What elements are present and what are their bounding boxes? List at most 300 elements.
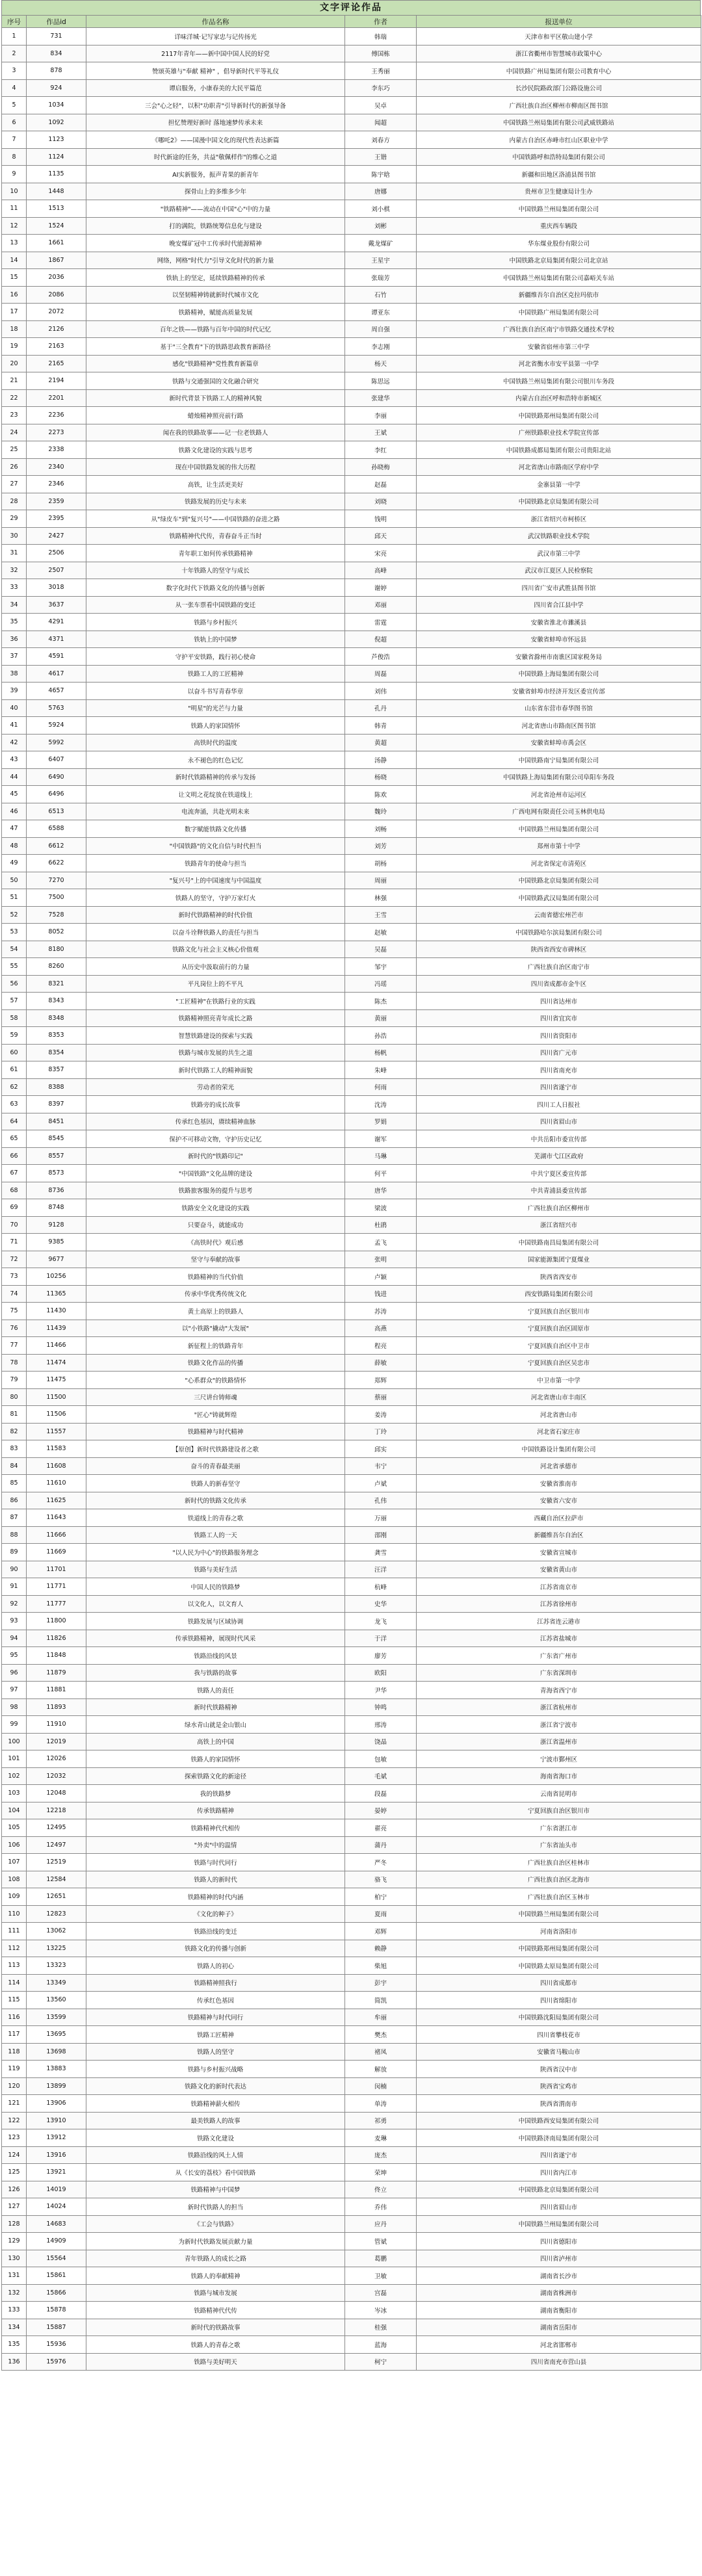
cell-work-id: 11583 <box>27 1440 86 1458</box>
col-header-unit: 报送单位 <box>417 16 701 28</box>
cell-author: 李丽 <box>345 407 417 424</box>
cell-author: 柯宁 <box>345 2353 417 2371</box>
table-row <box>2 1320 701 1337</box>
cell-unit: 安徽省马鞍山市 <box>417 2043 701 2061</box>
cell-work-name: 打的满院，铁路统筹信息化与建设 <box>86 217 345 235</box>
cell-index: 4 <box>2 79 27 97</box>
cell-unit: 华东煤业股份有限公司 <box>417 235 701 252</box>
cell-work-name: 为新时代铁路发展贡献力量 <box>86 2233 345 2250</box>
table-row <box>2 1147 701 1165</box>
cell-author: 邱天 <box>345 527 417 545</box>
cell-unit: 四川省攀枝花市 <box>417 2026 701 2044</box>
table-row <box>2 872 701 889</box>
cell-author: 薛敏 <box>345 1354 417 1372</box>
cell-index: 10 <box>2 183 27 200</box>
cell-index: 21 <box>2 372 27 390</box>
cell-unit: 武汉市江夏区人民检察院 <box>417 562 701 579</box>
cell-work-name: "心系群众"的铁路情怀 <box>86 1372 345 1389</box>
cell-author: 于洋 <box>345 1630 417 1647</box>
cell-unit: 四川省眉山市 <box>417 1113 701 1130</box>
cell-unit: 陕西省汉中市 <box>417 2061 701 2078</box>
cell-work-id: 13349 <box>27 1974 86 1992</box>
cell-author: 杜鹃 <box>345 1216 417 1234</box>
cell-work-name: 传承红色基因，赓续精神血脉 <box>86 1113 345 1130</box>
cell-author: 谭亚东 <box>345 304 417 321</box>
cell-work-id: 11557 <box>27 1423 86 1440</box>
cell-unit: 四川省成都市 <box>417 1974 701 1992</box>
cell-work-id: 2273 <box>27 424 86 441</box>
cell-unit: 安徽省蚌埠市经济开发区委宣传部 <box>417 683 701 700</box>
cell-unit: 四川省广元市 <box>417 1044 701 1061</box>
cell-author: 祁勇 <box>345 2112 417 2129</box>
cell-author: 饶晶 <box>345 1733 417 1750</box>
cell-unit: 长沙民院路政部门公路设施公司 <box>417 79 701 97</box>
table-row <box>2 1526 701 1544</box>
table-row <box>2 2077 701 2095</box>
cell-work-name: 《文化的种子》 <box>86 1905 345 1923</box>
cell-unit: 中国铁路广州局集团有限公司 <box>417 304 701 321</box>
cell-work-id: 10256 <box>27 1268 86 1286</box>
cell-index: 120 <box>2 2077 27 2095</box>
cell-unit: 广西壮族自治区桂林市 <box>417 1854 701 1871</box>
cell-index: 50 <box>2 872 27 889</box>
cell-unit: 河北省唐山市丰南区 <box>417 1388 701 1406</box>
cell-unit: 四川省泸州市 <box>417 2250 701 2267</box>
cell-work-name: 以奋斗书写青春华章 <box>86 683 345 700</box>
cell-work-id: 11879 <box>27 1664 86 1682</box>
cell-author: 欧阳 <box>345 1664 417 1682</box>
cell-work-id: 11439 <box>27 1320 86 1337</box>
cell-work-id: 11666 <box>27 1526 86 1544</box>
cell-index: 40 <box>2 699 27 717</box>
cell-index: 19 <box>2 338 27 356</box>
cell-author: 庞杰 <box>345 2146 417 2164</box>
cell-work-id: 8260 <box>27 958 86 976</box>
table-row <box>2 906 701 924</box>
cell-unit: 四川省遂宁市 <box>417 2146 701 2164</box>
cell-index: 106 <box>2 1836 27 1854</box>
col-header-index: 序号 <box>2 16 27 28</box>
cell-index: 15 <box>2 269 27 287</box>
cell-author: 唐华 <box>345 1182 417 1199</box>
cell-author: 张瑞芳 <box>345 269 417 287</box>
cell-work-id: 6612 <box>27 837 86 855</box>
cell-work-name: 铁路精神代代传 <box>86 2302 345 2319</box>
cell-index: 16 <box>2 286 27 304</box>
cell-work-name: 《工会与铁路》 <box>86 2215 345 2233</box>
cell-author: 蔡丽 <box>345 1388 417 1406</box>
cell-index: 58 <box>2 1009 27 1027</box>
cell-author: 赖静 <box>345 1940 417 1957</box>
cell-work-id: 11669 <box>27 1544 86 1561</box>
table-row <box>2 2198 701 2216</box>
cell-work-id: 924 <box>27 79 86 97</box>
cell-work-id: 12497 <box>27 1836 86 1854</box>
cell-index: 72 <box>2 1251 27 1268</box>
cell-unit: 中卫市第一中学 <box>417 1372 701 1389</box>
cell-unit: 广西壮族自治区柳州市 <box>417 1199 701 1217</box>
table-row <box>2 803 701 820</box>
cell-author: 孙浩 <box>345 1027 417 1045</box>
cell-work-id: 11608 <box>27 1457 86 1475</box>
cell-author: 倪超 <box>345 631 417 648</box>
cell-author: 夏雨 <box>345 1905 417 1923</box>
cell-unit: 武汉铁路职业技术学院 <box>417 527 701 545</box>
table-row <box>2 407 701 424</box>
cell-unit: 河北省邯郸市 <box>417 2336 701 2354</box>
cell-work-id: 13921 <box>27 2164 86 2181</box>
table-row <box>2 1819 701 1837</box>
cell-unit: 宁夏回族自治区银川市 <box>417 1802 701 1819</box>
cell-author: 谢军 <box>345 1130 417 1148</box>
cell-work-id: 7270 <box>27 872 86 889</box>
cell-work-id: 15936 <box>27 2336 86 2354</box>
cell-work-id: 14683 <box>27 2215 86 2233</box>
cell-work-name: 探索铁路文化的新途径 <box>86 1767 345 1785</box>
cell-author: 翟亮 <box>345 1819 417 1837</box>
cell-index: 26 <box>2 458 27 476</box>
cell-index: 62 <box>2 1078 27 1096</box>
cell-unit: 金寨县第一中学 <box>417 476 701 493</box>
cell-work-name: "中国铁路"文化品牌的建设 <box>86 1165 345 1182</box>
table-row <box>2 28 701 46</box>
cell-unit: 新疆维吾尔自治区 <box>417 1526 701 1544</box>
cell-work-id: 2338 <box>27 441 86 459</box>
table-row <box>2 837 701 855</box>
cell-author: 邱实 <box>345 1440 417 1458</box>
cell-author: 高燕 <box>345 1320 417 1337</box>
cell-index: 126 <box>2 2181 27 2198</box>
cell-unit: 河北省石家庄市 <box>417 1423 701 1440</box>
cell-index: 27 <box>2 476 27 493</box>
cell-work-name: 《高铁时代》观后感 <box>86 1234 345 1251</box>
cell-work-id: 12048 <box>27 1785 86 1802</box>
table-row <box>2 131 701 149</box>
table-row <box>2 441 701 459</box>
table-row <box>2 148 701 166</box>
cell-unit: 江苏省南京市 <box>417 1578 701 1596</box>
cell-work-id: 2346 <box>27 476 86 493</box>
cell-work-id: 13599 <box>27 2009 86 2026</box>
table-row <box>2 1285 701 1303</box>
cell-work-name: 现在中国铁路发展的伟大历程 <box>86 458 345 476</box>
cell-unit: 中国铁路北京局集团有限公司 <box>417 493 701 510</box>
table-row <box>2 389 701 407</box>
cell-work-id: 8357 <box>27 1061 86 1079</box>
cell-unit: 中国铁路南昌局集团有限公司 <box>417 1234 701 1251</box>
cell-unit: 宁波市鄞州区 <box>417 1750 701 1768</box>
table-row <box>2 2146 701 2164</box>
cell-author: 雷霆 <box>345 614 417 631</box>
table-row <box>2 1337 701 1355</box>
cell-work-id: 2359 <box>27 493 86 510</box>
table-row <box>2 614 701 631</box>
cell-work-name: 铁路与乡村振兴战略 <box>86 2061 345 2078</box>
cell-index: 8 <box>2 148 27 166</box>
cell-work-name: 铁路精神代代传，青春奋斗正当时 <box>86 527 345 545</box>
cell-index: 113 <box>2 1957 27 1975</box>
cell-work-id: 1123 <box>27 131 86 149</box>
table-row <box>2 304 701 321</box>
cell-index: 102 <box>2 1767 27 1785</box>
cell-index: 80 <box>2 1388 27 1406</box>
cell-unit: 武汉市第三中学 <box>417 545 701 562</box>
cell-unit: 国家能源集团宁夏煤业 <box>417 1251 701 1268</box>
cell-author: 解放 <box>345 2061 417 2078</box>
cell-index: 82 <box>2 1423 27 1440</box>
cell-index: 68 <box>2 1182 27 1199</box>
table-row <box>2 1113 701 1130</box>
table-row <box>2 1009 701 1027</box>
cell-author: 葛鹏 <box>345 2250 417 2267</box>
cell-index: 63 <box>2 1096 27 1113</box>
cell-work-id: 11625 <box>27 1492 86 1509</box>
cell-work-name: 铁路发展与区域协调 <box>86 1613 345 1630</box>
cell-author: 邓辉 <box>345 1923 417 1940</box>
table-row <box>2 1940 701 1957</box>
cell-work-name: 2117年青年——新中国中国人民的好党 <box>86 45 345 62</box>
cell-work-id: 2072 <box>27 304 86 321</box>
table-row <box>2 1492 701 1509</box>
cell-work-name: 劳动者的荣光 <box>86 1078 345 1096</box>
cell-unit: 云南省德宏州芒市 <box>417 906 701 924</box>
table-row <box>2 889 701 907</box>
cell-work-id: 11893 <box>27 1698 86 1716</box>
cell-work-name: 电流奔涌，共赴光明未来 <box>86 803 345 820</box>
table-row <box>2 1440 701 1458</box>
cell-work-id: 12495 <box>27 1819 86 1837</box>
cell-work-name: 坚守与奉献的故事 <box>86 1251 345 1268</box>
cell-index: 73 <box>2 1268 27 1286</box>
table-row <box>2 1251 701 1268</box>
cell-index: 31 <box>2 545 27 562</box>
cell-work-id: 2165 <box>27 355 86 372</box>
cell-author: 钱明 <box>345 510 417 528</box>
cell-work-id: 9128 <box>27 1216 86 1234</box>
cell-index: 39 <box>2 683 27 700</box>
cell-work-name: 传承中华优秀传统文化 <box>86 1285 345 1303</box>
table-row <box>2 1733 701 1750</box>
cell-index: 117 <box>2 2026 27 2044</box>
table-row <box>2 1423 701 1440</box>
table-row <box>2 1923 701 1940</box>
table-row <box>2 2061 701 2078</box>
table-row <box>2 855 701 872</box>
table-row <box>2 958 701 976</box>
cell-work-name: 铁路人的奉献精神 <box>86 2267 345 2285</box>
cell-work-name: 谭启服务，小康春美的大民平篇范 <box>86 79 345 97</box>
table-row <box>2 1078 701 1096</box>
cell-unit: 中国铁路太原局集团有限公司 <box>417 1957 701 1975</box>
cell-work-name: 三尺讲台铸师魂 <box>86 1388 345 1406</box>
cell-index: 54 <box>2 941 27 958</box>
cell-work-id: 2201 <box>27 389 86 407</box>
cell-work-id: 5924 <box>27 717 86 735</box>
cell-work-name: 三会"心之轻"，以积"功职青"引导新时代的新强导备 <box>86 97 345 114</box>
cell-index: 105 <box>2 1819 27 1837</box>
cell-unit: 中国铁路北京局集团有限公司 <box>417 2181 701 2198</box>
cell-work-name: 从"绿皮车"到"复兴号"——中国铁路的奋进之路 <box>86 510 345 528</box>
table-row <box>2 527 701 545</box>
cell-unit: 中国铁路上海局集团有限公司 <box>417 665 701 683</box>
cell-work-id: 13912 <box>27 2129 86 2147</box>
cell-work-id: 2236 <box>27 407 86 424</box>
cell-unit: 陕西省宝鸡市 <box>417 2077 701 2095</box>
cell-index: 83 <box>2 1440 27 1458</box>
cell-unit: 四川省内江市 <box>417 2164 701 2181</box>
table-row <box>2 2043 701 2061</box>
table-row <box>2 596 701 614</box>
cell-unit: 安徽省六安市 <box>417 1492 701 1509</box>
cell-unit: 青海省西宁市 <box>417 1682 701 1699</box>
table-row <box>2 1544 701 1561</box>
cell-work-name: 铁路人的家国情怀 <box>86 1750 345 1768</box>
cell-index: 86 <box>2 1492 27 1509</box>
cell-work-id: 1661 <box>27 235 86 252</box>
cell-index: 123 <box>2 2129 27 2147</box>
cell-author: 尹华 <box>345 1682 417 1699</box>
cell-work-id: 11506 <box>27 1406 86 1424</box>
cell-index: 129 <box>2 2233 27 2250</box>
cell-work-name: 铁路精神与时代同行 <box>86 2009 345 2026</box>
cell-unit: 四川省眉山市 <box>417 2198 701 2216</box>
cell-author: 麦琳 <box>345 2129 417 2147</box>
cell-index: 88 <box>2 1526 27 1544</box>
cell-unit: 广西壮族自治区柳州市柳南区图书馆 <box>417 97 701 114</box>
cell-work-name: 铁路青年的使命与担当 <box>86 855 345 872</box>
header-row <box>2 16 701 28</box>
cell-unit: 中国铁路西安局集团有限公司 <box>417 2112 701 2129</box>
table-row <box>2 493 701 510</box>
cell-work-id: 1034 <box>27 97 86 114</box>
table-row <box>2 734 701 751</box>
cell-author: 柏宁 <box>345 1888 417 1906</box>
cell-work-id: 15887 <box>27 2319 86 2336</box>
cell-index: 115 <box>2 1992 27 2009</box>
table-row <box>2 1630 701 1647</box>
cell-index: 124 <box>2 2146 27 2164</box>
cell-unit: 江苏省连云港市 <box>417 1613 701 1630</box>
cell-work-name: 铁路人的新时代 <box>86 1871 345 1888</box>
cell-unit: 陕西省渭南市 <box>417 2095 701 2113</box>
cell-work-name: 铁路沿线的变迁 <box>86 1923 345 1940</box>
page-title: 文字评论作品 <box>1 0 701 15</box>
cell-work-name: 高铁上的中国 <box>86 1733 345 1750</box>
cell-author: 刘小棋 <box>345 200 417 218</box>
cell-unit: 中国铁路呼和浩特局集团有限公司 <box>417 148 701 166</box>
cell-work-id: 4657 <box>27 683 86 700</box>
cell-author: 张明 <box>345 1251 417 1268</box>
cell-index: 122 <box>2 2112 27 2129</box>
cell-work-id: 8545 <box>27 1130 86 1148</box>
cell-work-id: 1513 <box>27 200 86 218</box>
cell-work-name: 最美铁路人的故事 <box>86 2112 345 2129</box>
cell-author: 韩青 <box>345 717 417 735</box>
cell-work-id: 6407 <box>27 751 86 769</box>
cell-index: 36 <box>2 631 27 648</box>
cell-work-name: 智慧铁路建设的探索与实践 <box>86 1027 345 1045</box>
cell-work-id: 4591 <box>27 648 86 666</box>
cell-author: 陈欢 <box>345 786 417 803</box>
table-row <box>2 1802 701 1819</box>
cell-work-name: 从历史中汲取前行的力量 <box>86 958 345 976</box>
cell-index: 81 <box>2 1406 27 1424</box>
cell-unit: 中国铁路哈尔滨局集团有限公司 <box>417 924 701 941</box>
cell-work-name: 传承铁路精神，展现时代风采 <box>86 1630 345 1647</box>
cell-author: 褚凤 <box>345 2043 417 2061</box>
cell-author: 邢涛 <box>345 1716 417 1734</box>
cell-author: 吴卓 <box>345 97 417 114</box>
cell-work-name: 铁轨上的坚定，延续铁路精神的传承 <box>86 269 345 287</box>
table-row <box>2 786 701 803</box>
cell-unit: 湖南省岳阳市 <box>417 2319 701 2336</box>
cell-work-name: "外卖"中的温情 <box>86 1836 345 1854</box>
table-row <box>2 62 701 80</box>
cell-unit: 四川省成都市金牛区 <box>417 975 701 993</box>
cell-work-id: 12651 <box>27 1888 86 1906</box>
cell-index: 1 <box>2 28 27 46</box>
cell-unit: 中国铁路郑州局集团有限公司 <box>417 407 701 424</box>
cell-work-name: 新时代铁路工人的精神面貌 <box>86 1061 345 1079</box>
cell-index: 47 <box>2 820 27 838</box>
cell-index: 79 <box>2 1372 27 1389</box>
cell-work-name: 数字赋能铁路文化传播 <box>86 820 345 838</box>
cell-work-name: 铁路人的新春坚守 <box>86 1475 345 1492</box>
cell-unit: 芜湖市弋江区政府 <box>417 1147 701 1165</box>
cell-author: 段磊 <box>345 1785 417 1802</box>
cell-index: 18 <box>2 320 27 338</box>
cell-unit: 四川省资阳市 <box>417 1027 701 1045</box>
cell-index: 130 <box>2 2250 27 2267</box>
cell-index: 7 <box>2 131 27 149</box>
cell-work-id: 11777 <box>27 1595 86 1613</box>
cell-work-name: 铁路文化与社会主义核心价值观 <box>86 941 345 958</box>
cell-author: 邵刚 <box>345 1526 417 1544</box>
cell-unit: 四川省达州市 <box>417 993 701 1010</box>
cell-unit: 中国铁路兰州局集团有限公司 <box>417 2215 701 2233</box>
cell-unit: 中国铁路北京局集团有限公司北京站 <box>417 252 701 269</box>
table-row <box>2 1216 701 1234</box>
cell-index: 29 <box>2 510 27 528</box>
cell-index: 14 <box>2 252 27 269</box>
table-row <box>2 235 701 252</box>
cell-work-name: 网络，网格"时代力"引导文化时代的新力量 <box>86 252 345 269</box>
table-row <box>2 648 701 666</box>
cell-work-name: 新征程上的铁路青年 <box>86 1337 345 1355</box>
cell-work-name: 感化"铁路精神"党性教育新篇章 <box>86 355 345 372</box>
cell-work-id: 8748 <box>27 1199 86 1217</box>
cell-work-name: "工匠精神"在铁路行业的实践 <box>86 993 345 1010</box>
cell-author: 黄超 <box>345 734 417 751</box>
cell-unit: 新疆和田地区洛浦县图书馆 <box>417 166 701 183</box>
cell-work-name: 从一张车票看中国铁路的变迁 <box>86 596 345 614</box>
cell-work-id: 3018 <box>27 579 86 597</box>
table-row <box>2 2233 701 2250</box>
cell-index: 43 <box>2 751 27 769</box>
cell-index: 9 <box>2 166 27 183</box>
cell-index: 6 <box>2 114 27 131</box>
cell-work-id: 11475 <box>27 1372 86 1389</box>
cell-work-name: 新时代的"铁路印记" <box>86 1147 345 1165</box>
cell-unit: 河北省唐山市路南区学府中学 <box>417 458 701 476</box>
table-row <box>2 1509 701 1527</box>
col-header-author: 作者 <box>345 16 417 28</box>
cell-work-id: 8354 <box>27 1044 86 1061</box>
cell-author: 吴磊 <box>345 941 417 958</box>
cell-work-id: 15861 <box>27 2267 86 2285</box>
cell-unit: 中国铁路济南局集团有限公司 <box>417 2129 701 2147</box>
table-row <box>2 1165 701 1182</box>
